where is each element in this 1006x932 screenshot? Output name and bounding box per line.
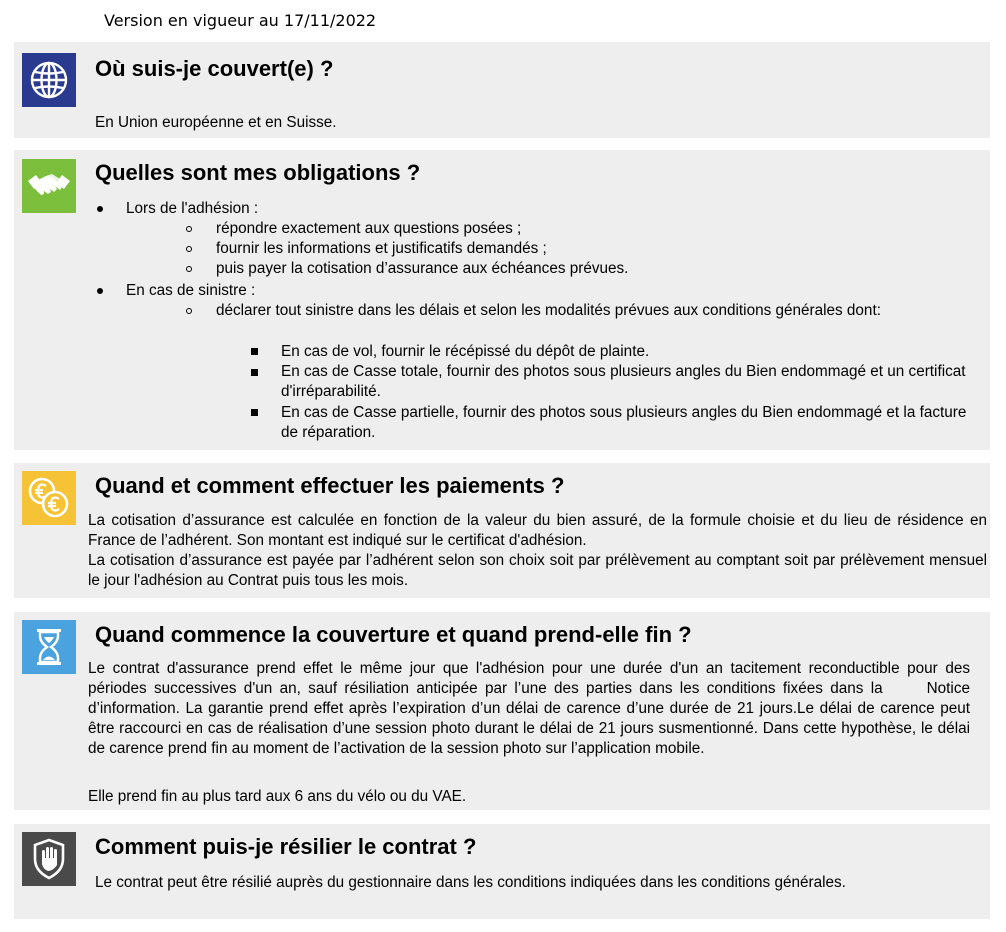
payments-section xyxy=(14,463,990,598)
bullet-icon xyxy=(186,226,192,232)
termination-title: Comment puis-je résilier le contrat ? xyxy=(95,834,477,859)
bullet-icon xyxy=(251,348,258,355)
bullet-icon xyxy=(97,206,103,212)
start-end-para-2: Elle prend fin au plus tard aux 6 ans du vélo ou du VAE. xyxy=(88,788,467,805)
list-item: fournir les informations et justificatifs demandés ; xyxy=(216,240,547,257)
payments-para-1: La cotisation d’assurance est calculée en fonction de la valeur du bien assuré, de la formule choisie et du lieu de résidence en France de l’adhérent. Son montant est indiqué sur le certificat d'adhésion. xyxy=(88,512,987,549)
start-end-para-1: Le contrat d'assurance prend effet le même jour que l'adhésion pour une durée d'un an tacitement reconductible pour des périodes successives d'un an, sauf résiliation anticipée par l’une des parties dans les conditions fixées dans la Notice d’information. La garantie prend effet après l’expiration d’un délai de carence d’une durée de 21 jours.Le délai de carence peut être raccourci en cas de réalisation d’une session photo durant le délai de 21 jours susmentionné. Dans cette hypothèse, le délai de carence prend fin au moment de l’activation de la session photo sur l’application mobile. xyxy=(88,660,975,757)
coverage-title: Où suis-je couvert(e) ? xyxy=(95,56,334,81)
list-item: En cas de Casse totale, fournir des photos sous plusieurs angles du Bien endommagé et un certificat d'irréparabilité. xyxy=(281,363,966,400)
payments-title: Quand et comment effectuer les paiements ? xyxy=(95,473,565,498)
obligations-title: Quelles sont mes obligations ? xyxy=(95,160,421,185)
payments-para-2: La cotisation d’assurance est payée par l’adhérent selon son choix soit par prélèvement au comptant soit par prélèvement mensuel le jour l'adhésion au Contrat puis tous les mois. xyxy=(88,552,987,589)
list-item: En cas de Casse partielle, fournir des photos sous plusieurs angles du Bien endommagé et la facture de réparation. xyxy=(281,404,967,441)
coverage-text: En Union européenne et en Suisse. xyxy=(95,114,337,131)
list-item: En cas de vol, fournir le récépissé du dépôt de plainte. xyxy=(281,343,650,360)
bullet-icon xyxy=(186,246,192,252)
adhesion-label: Lors de l'adhésion : xyxy=(126,200,259,217)
list-item: déclarer tout sinistre dans les délais et selon les modalités prévues aux conditions générales dont: xyxy=(216,302,881,319)
euro-coins-icon xyxy=(22,471,76,525)
shield-hand-icon xyxy=(22,832,76,886)
start-end-title: Quand commence la couverture et quand prend-elle fin ? xyxy=(95,622,692,647)
bullet-icon xyxy=(186,308,192,314)
sinistre-label: En cas de sinistre : xyxy=(126,282,256,299)
bullet-icon xyxy=(251,369,258,376)
termination-text: Le contrat peut être résilié auprès du gestionnaire dans les conditions indiquées dans les conditions générales. xyxy=(95,874,846,891)
bullet-icon xyxy=(186,266,192,272)
version-date: Version en vigueur au 17/11/2022 xyxy=(104,11,377,30)
globe-icon xyxy=(22,53,76,107)
list-item: répondre exactement aux questions posées ; xyxy=(216,220,522,237)
list-item: puis payer la cotisation d’assurance aux échéances prévues. xyxy=(216,260,629,277)
start-end-section xyxy=(14,612,990,810)
bullet-icon xyxy=(97,288,103,294)
handshake-icon xyxy=(22,159,76,213)
termination-section xyxy=(14,824,990,919)
coverage-section xyxy=(14,42,990,138)
bullet-icon xyxy=(251,409,258,416)
obligations-section xyxy=(14,150,990,450)
hourglass-icon xyxy=(22,620,76,674)
